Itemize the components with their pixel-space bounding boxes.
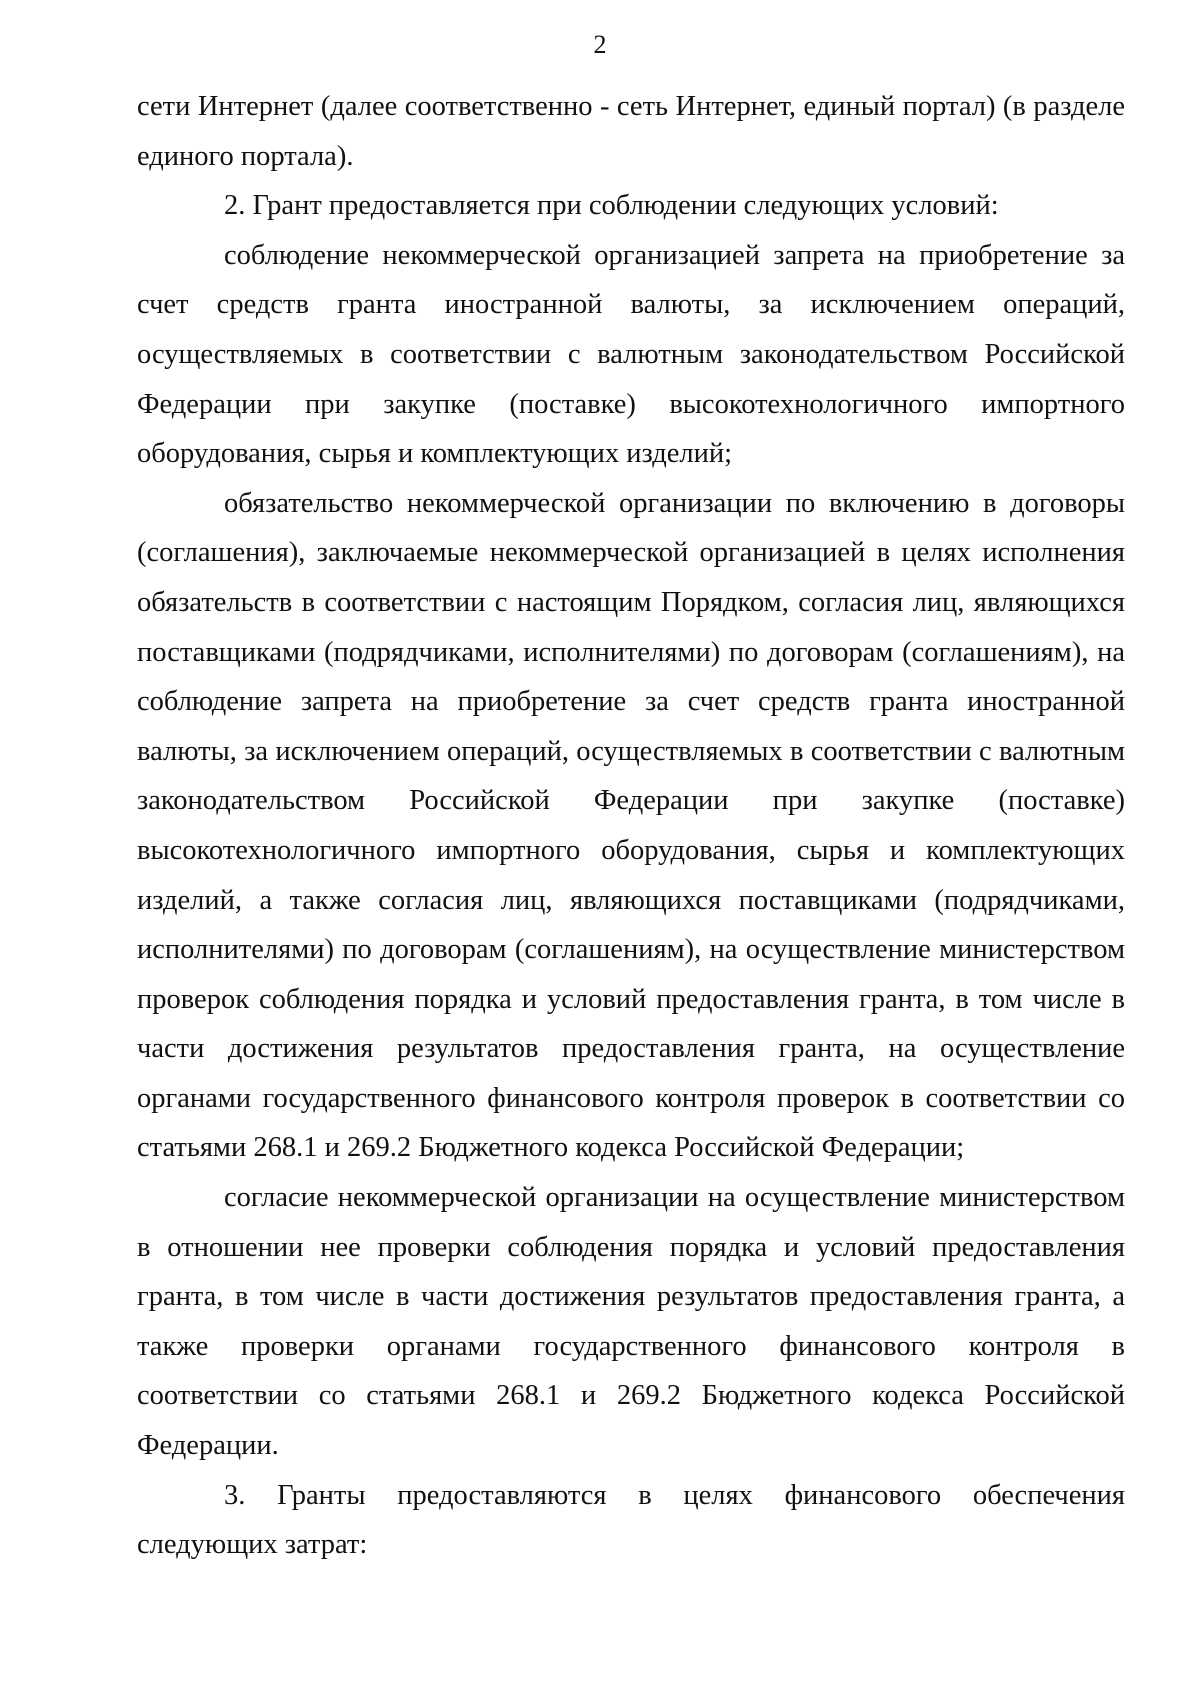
- paragraph-condition-consent: согласие некоммерческой организации на осуществление министерством в отношении нее проверки соблюдения порядка и условий предоставления гранта, в том числе в части достижения результатов предоставления гранта, а также проверки органами государственного финансового контроля в соответствии со статьями 268.1 и 269.2 Бюджетного кодекса Российской Федерации.: [137, 1182, 1125, 1462]
- paragraph-condition-currency-ban: соблюдение некоммерческой организацией запрета на приобретение за счет средств гранта иностранной валюты, за исключением операций, осуществляемых в соответствии с валютным законодательством Российской Федерации при закупке (поставке) высокотехнологичного импортного оборудования, сырья и комплектующих изделий;: [137, 239, 1125, 470]
- document-body: [137, 82, 1125, 1570]
- paragraph-clause-2: 2. Грант предоставляется при соблюдении следующих условий:: [224, 190, 999, 222]
- page-number: 2: [593, 30, 607, 59]
- paragraph-clause-3: 3. Гранты предоставляются в целях финансового обеспечения следующих затрат:: [137, 1479, 1125, 1561]
- paragraph-condition-contract-obligation: обязательство некоммерческой организации по включению в договоры (соглашения), заключаемые некоммерческой организацией в целях исполнения обязательств в соответствии с настоящим Порядком, согласия лиц, являющихся поставщиками (подрядчиками, исполнителями) по договорам (соглашениям), на соблюдение запрета на приобретение за счет средств гранта иностранной валюты, за исключением операций, осуществляемых в соответствии с валютным законодательством Российской Федерации при закупке (поставке) высокотехнологичного импортного оборудования, сырья и комплектующих изделий, а также согласия лиц, являющихся поставщиками (подрядчиками, исполнителями) по договорам (соглашениям), на осуществление министерством проверок соблюдения порядка и условий предоставления гранта, в том числе в части достижения результатов предоставления гранта, на осуществление органами государственного финансового контроля проверок в соответствии со статьями 268.1 и 269.2 Бюджетного кодекса Российской Федерации;: [137, 487, 1125, 1164]
- paragraph-continuation: сети Интернет (далее соответственно - сеть Интернет, единый портал) (в разделе единого портала).: [137, 91, 1125, 172]
